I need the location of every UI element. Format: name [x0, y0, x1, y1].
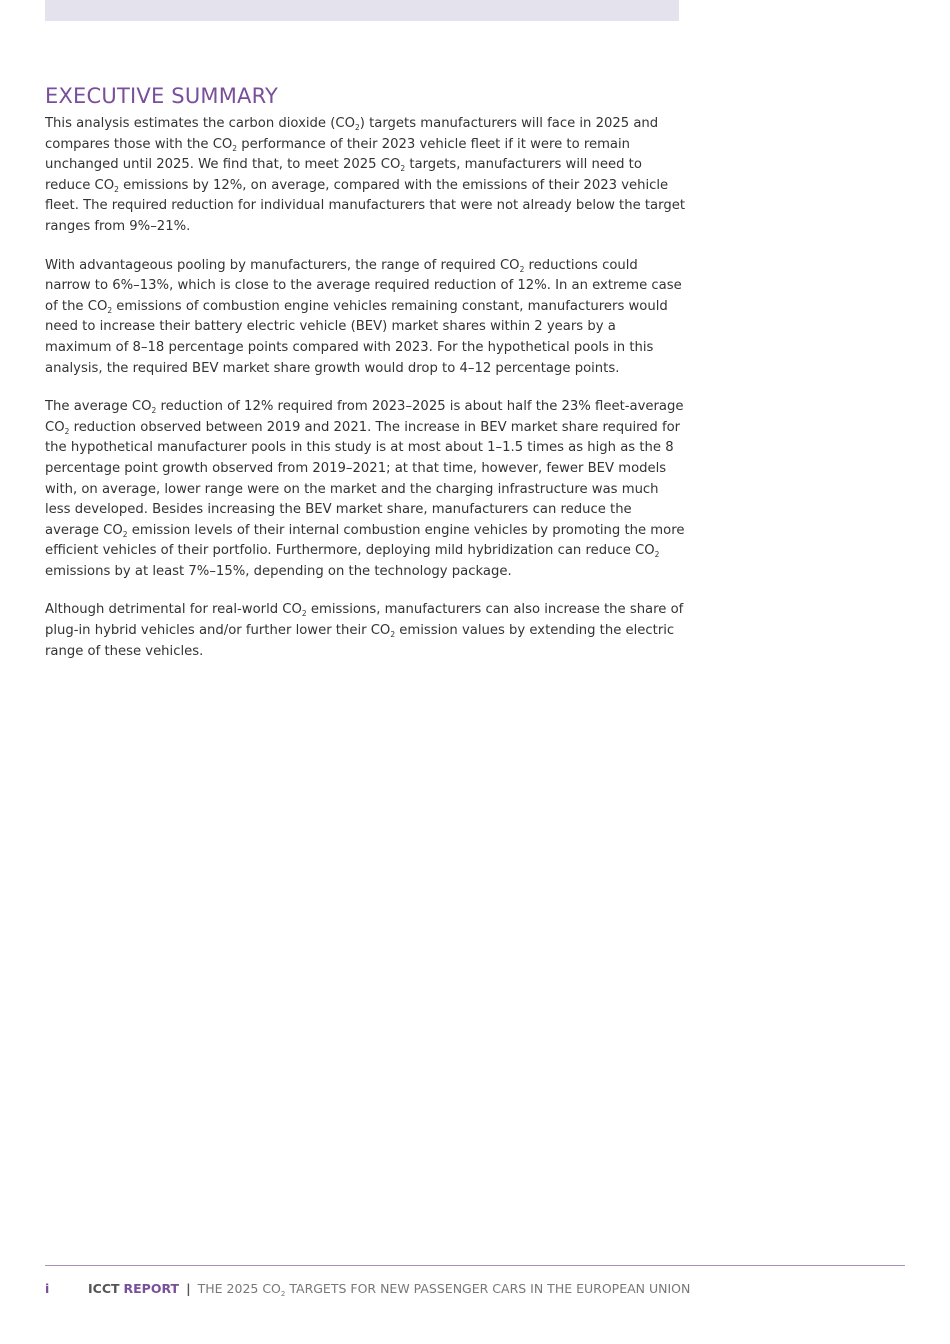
footer-title-start: THE 2025 CO: [197, 1281, 281, 1296]
footer-report-label: REPORT: [123, 1281, 180, 1296]
paragraph-text: With advantageous pooling by manufacturers, the range of required CO: [45, 257, 520, 273]
footer-title-end: TARGETS FOR NEW PASSENGER CARS IN THE EUROPEAN UNION: [285, 1281, 691, 1296]
page-footer: [45, 1280, 905, 1300]
footer-running-title: [88, 1280, 690, 1298]
subscript: 2: [654, 550, 660, 560]
section-heading: EXECUTIVE SUMMARY: [45, 84, 279, 108]
subscript: 2: [114, 184, 119, 194]
page-number: i: [45, 1281, 50, 1296]
subscript: 2: [232, 143, 238, 153]
paragraph-text: emissions by at least 7%–15%, depending on the technology package.: [45, 543, 664, 579]
paragraph-text: performance of their 2023 vehicle fleet if it were to remain unchanged until 2025. We find that, to meet 2025 CO: [45, 136, 635, 173]
footer-org: ICCT: [88, 1281, 120, 1296]
subscript: 2: [519, 264, 525, 274]
main-content: [45, 82, 690, 680]
paragraph-text: The average CO: [45, 399, 152, 415]
paragraph-text: emissions by 12%, on average, compared with the emissions of their 2023 vehicle fleet. The required reduction for individual manufacturers that were not already below the target ranges from 9%–21%.: [45, 177, 690, 234]
subscript: 2: [301, 609, 307, 619]
header-band: [45, 0, 679, 21]
paragraph-3: [45, 397, 689, 582]
subscript: 2: [354, 123, 360, 132]
footer-title: [198, 1281, 691, 1296]
paragraph-text: reduction observed between 2019 and 2021. The increase in BEV market share required for the hypothetical manufacturer pools in this study is at most about 1–1.5 times as high as the 8 percentage point growth observed from 2019–2021; at that time, however, fewer BEV models with, on average, lower range were on the market and the charging infrastructure was much less developed. Besides increasing the BEV market share, manufacturers can reduce the average CO: [45, 419, 685, 538]
paragraph-text: emission values by extending the electric range of these vehicles.: [45, 623, 679, 659]
subscript: 2: [64, 426, 70, 436]
paragraph-text: emission levels of their internal combustion engine vehicles by promoting the more efficient vehicles of their portfolio. Furthermore, deploying mild hybridization can reduce CO: [45, 522, 689, 559]
footer-title-subscript: 2: [280, 1290, 286, 1298]
paragraph-text: emissions of combustion engine vehicles remaining constant, manufacturers would need to increase their battery electric vehicle (BEV) market shares within 2 years by a maximum of 8–18 percentage points compared with 2023. For the hypothetical pools in this analysis, the required BEV market share growth would drop to 4–12 percentage points.: [45, 298, 672, 376]
paragraph-text: ) targets manufacturers will face in 2025 and compares those with the CO: [45, 116, 663, 152]
paragraph-text: reduction of 12% required from 2023–2025 is about half the 23% fleet-average CO: [45, 399, 688, 435]
subscript: 2: [390, 630, 396, 640]
paragraph-text: emissions, manufacturers can also increase the share of plug-in hybrid vehicles and/or further lower their CO: [45, 602, 688, 639]
footer-separator: |: [186, 1281, 191, 1296]
paragraph-text: reductions could narrow to 6%–13%, which is close to the average required reduction of 12%. In an extreme case of the CO: [45, 257, 686, 314]
subscript: 2: [107, 305, 113, 315]
subscript: 2: [400, 164, 406, 174]
subscript: 2: [122, 529, 128, 539]
paragraph-text: This analysis estimates the carbon dioxide (CO: [45, 116, 355, 131]
subscript: 2: [151, 406, 157, 416]
paragraph-2: [45, 256, 685, 380]
footer-divider: [45, 1265, 905, 1266]
paragraph-text: targets, manufacturers will need to reduce CO: [45, 157, 647, 193]
paragraph-text: Although detrimental for real-world CO: [45, 602, 302, 618]
paragraph-1: [45, 114, 690, 238]
paragraph-4: [45, 600, 688, 662]
